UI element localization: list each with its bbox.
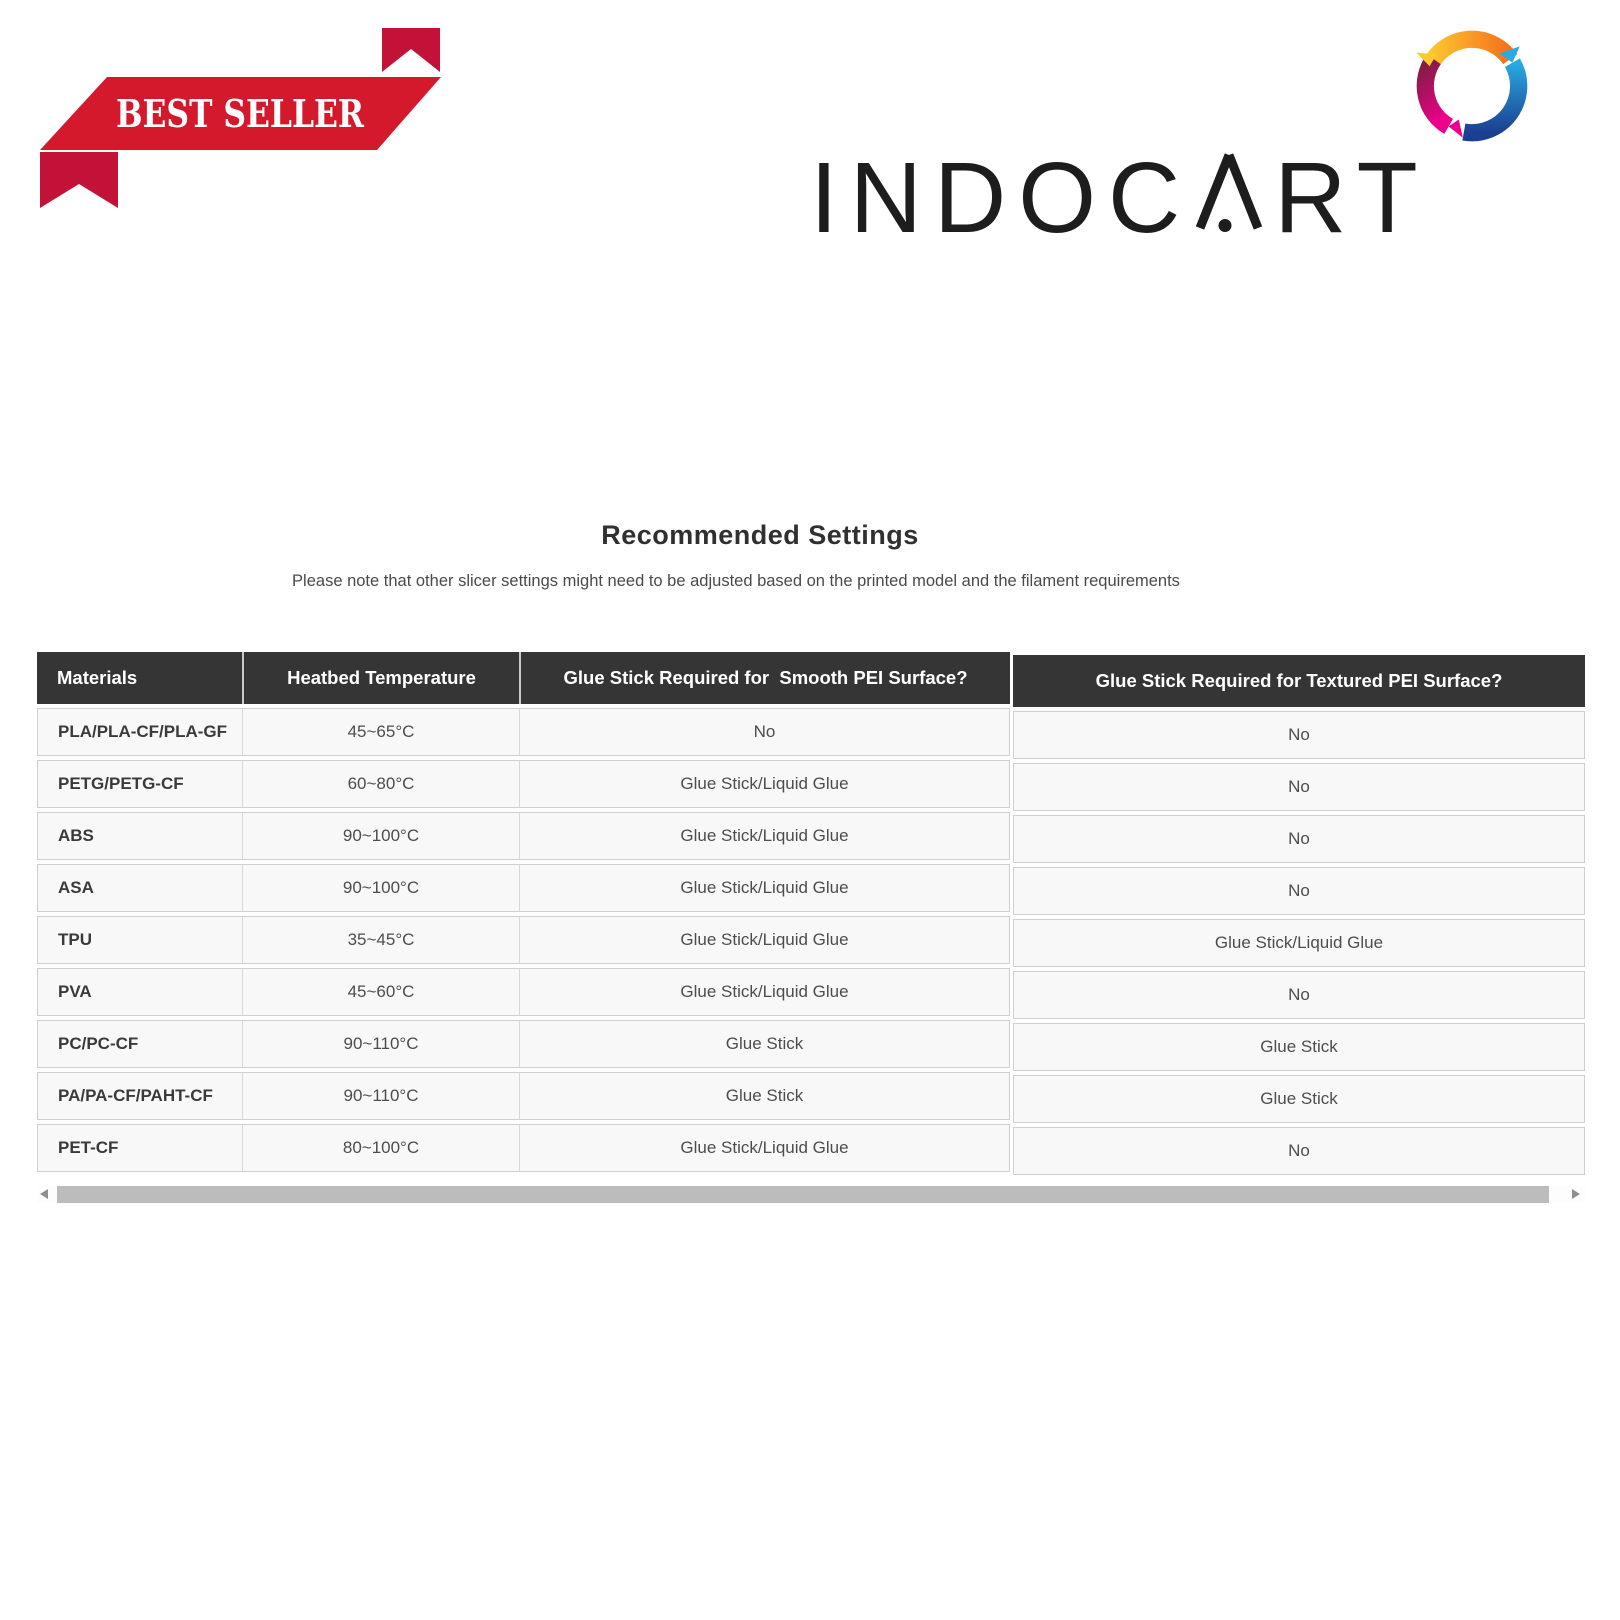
material-cell: PET-CF bbox=[58, 1138, 119, 1157]
smooth-pei-cell: Glue Stick/Liquid Glue bbox=[519, 1125, 1009, 1171]
header-textured-pei: Glue Stick Required for Textured PEI Surface? bbox=[1095, 670, 1503, 691]
material-cell: PVA bbox=[58, 982, 92, 1001]
ribbon-fold-top-right bbox=[382, 28, 440, 72]
heatbed-cell: 45~65°C bbox=[242, 709, 519, 755]
material-cell: ABS bbox=[58, 826, 94, 845]
brand-logo bbox=[810, 126, 1430, 254]
table-row-textured bbox=[1013, 711, 1585, 759]
table-row bbox=[37, 1072, 1010, 1120]
textured-pei-cell: Glue Stick bbox=[1260, 1089, 1338, 1108]
pane-right-rows bbox=[1013, 711, 1585, 1175]
scroll-right-arrow-icon[interactable] bbox=[1572, 1189, 1580, 1199]
heatbed-cell: 90~110°C bbox=[242, 1021, 519, 1067]
material-cell: PETG/PETG-CF bbox=[58, 774, 184, 793]
table-row-textured bbox=[1013, 971, 1585, 1019]
smooth-pei-cell: Glue Stick/Liquid Glue bbox=[519, 969, 1009, 1015]
material-cell: PA/PA-CF/PAHT-CF bbox=[58, 1086, 213, 1105]
textured-pei-cell: No bbox=[1288, 881, 1310, 900]
heatbed-cell: 60~80°C bbox=[242, 761, 519, 807]
table-row bbox=[37, 708, 1010, 756]
material-cell: PLA/PLA-CF/PLA-GF bbox=[58, 722, 228, 741]
page-subtitle: Please note that other slicer settings might need to be adjusted based on the printed model and the filament requirements bbox=[292, 572, 1180, 590]
heatbed-cell: 90~100°C bbox=[242, 813, 519, 859]
smooth-pei-cell: Glue Stick/Liquid Glue bbox=[519, 917, 1009, 963]
table-row-textured bbox=[1013, 1075, 1585, 1123]
best-seller-label: BEST SELLER bbox=[116, 91, 365, 136]
material-cell: ASA bbox=[58, 878, 94, 897]
best-seller-ribbon bbox=[0, 0, 470, 230]
textured-pei-cell: No bbox=[1288, 725, 1310, 744]
table-row bbox=[37, 1124, 1010, 1172]
heatbed-cell: 80~100°C bbox=[242, 1125, 519, 1171]
header-materials: Materials bbox=[57, 667, 138, 688]
table-row bbox=[37, 1020, 1010, 1068]
header-heatbed-temperature: Heatbed Temperature bbox=[242, 652, 519, 704]
smooth-pei-cell: Glue Stick bbox=[519, 1021, 1009, 1067]
table-row-textured bbox=[1013, 919, 1585, 967]
table-row-textured bbox=[1013, 1127, 1585, 1175]
textured-pei-cell: Glue Stick bbox=[1260, 1037, 1338, 1056]
swirl-circle-icon bbox=[1406, 20, 1538, 152]
settings-table bbox=[37, 652, 1585, 1182]
smooth-pei-cell: Glue Stick/Liquid Glue bbox=[519, 813, 1009, 859]
heatbed-cell: 90~110°C bbox=[242, 1073, 519, 1119]
table-pane-left bbox=[37, 652, 1010, 1172]
brand-text-right: RT bbox=[1274, 142, 1430, 254]
table-row-textured bbox=[1013, 867, 1585, 915]
material-cell: TPU bbox=[58, 930, 92, 949]
ribbon-fold-bottom-left bbox=[40, 152, 118, 208]
textured-pei-cell: No bbox=[1288, 777, 1310, 796]
header-smooth-pei: Glue Stick Required for Smooth PEI Surface? bbox=[519, 652, 1010, 704]
brand-text-left: INDOC bbox=[810, 142, 1193, 254]
table-row bbox=[37, 760, 1010, 808]
table-row-textured bbox=[1013, 1023, 1585, 1071]
scroll-left-arrow-icon[interactable] bbox=[40, 1189, 48, 1199]
smooth-pei-cell: Glue Stick bbox=[519, 1073, 1009, 1119]
stylized-a-glyph bbox=[1194, 152, 1264, 233]
heatbed-cell: 45~60°C bbox=[242, 969, 519, 1015]
table-row-textured bbox=[1013, 763, 1585, 811]
table-row bbox=[37, 812, 1010, 860]
material-cell: PC/PC-CF bbox=[58, 1034, 139, 1053]
table-header-right bbox=[1013, 655, 1585, 707]
table-row bbox=[37, 968, 1010, 1016]
heatbed-cell: 35~45°C bbox=[242, 917, 519, 963]
textured-pei-cell: Glue Stick/Liquid Glue bbox=[1214, 933, 1384, 952]
textured-pei-cell: No bbox=[1288, 829, 1310, 848]
smooth-pei-cell: Glue Stick/Liquid Glue bbox=[519, 761, 1009, 807]
smooth-pei-cell: No bbox=[519, 709, 1009, 755]
page-title: Recommended Settings bbox=[601, 520, 919, 550]
table-pane-right bbox=[1013, 655, 1585, 1175]
pane-left-rows bbox=[37, 708, 1010, 1172]
table-row bbox=[37, 916, 1010, 964]
textured-pei-cell: No bbox=[1288, 1141, 1310, 1160]
smooth-pei-cell: Glue Stick/Liquid Glue bbox=[519, 865, 1009, 911]
scrollbar-thumb[interactable] bbox=[57, 1186, 1549, 1203]
textured-pei-cell: No bbox=[1288, 985, 1310, 1004]
table-row bbox=[37, 864, 1010, 912]
heatbed-cell: 90~100°C bbox=[242, 865, 519, 911]
horizontal-scrollbar[interactable] bbox=[37, 1186, 1585, 1203]
table-header bbox=[37, 652, 1010, 704]
table-row-textured bbox=[1013, 815, 1585, 863]
